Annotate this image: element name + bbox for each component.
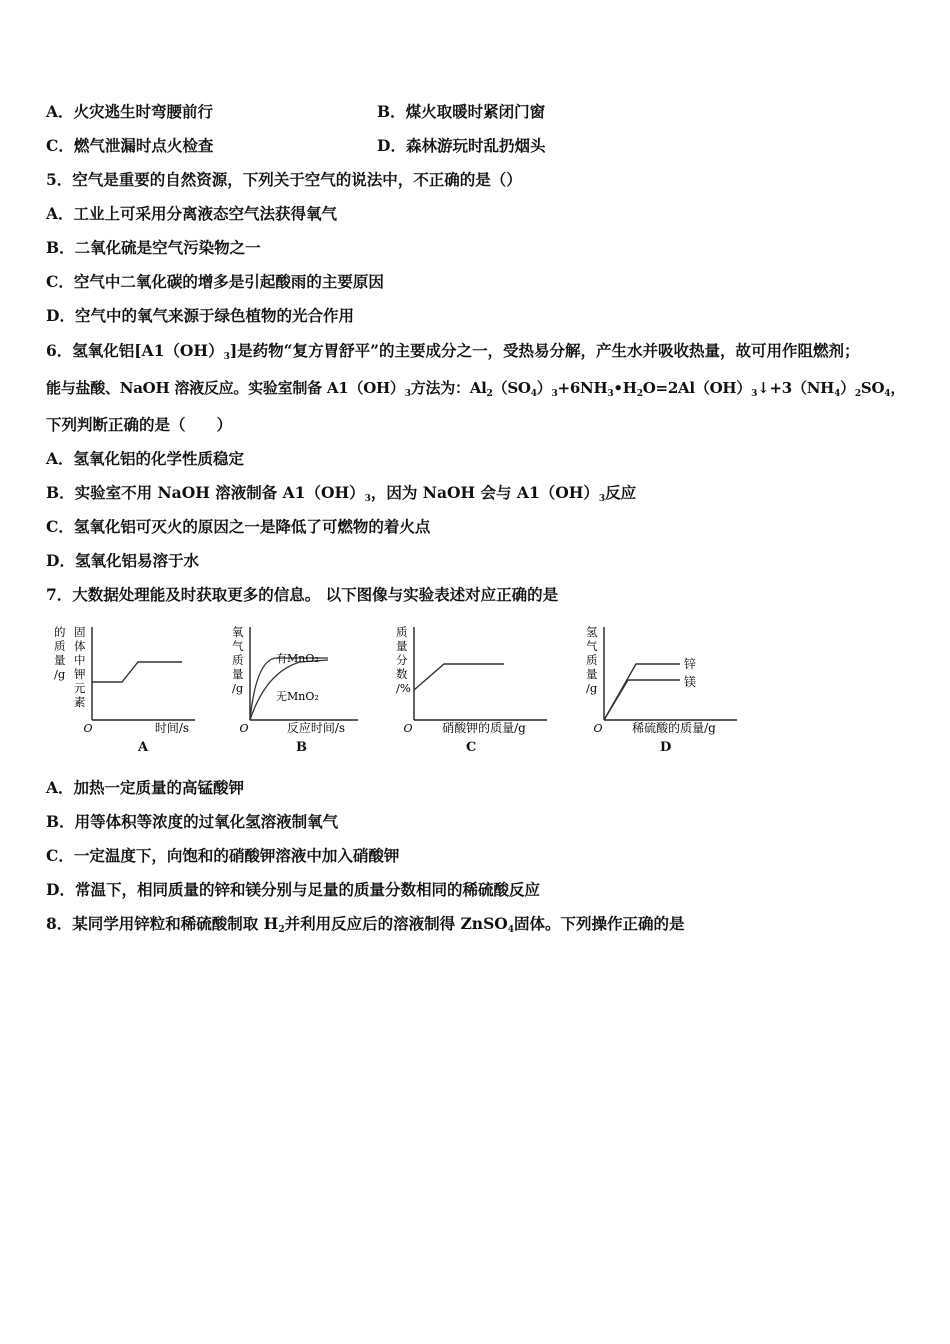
q6-stem-line3: 下列判断正确的是（ ）	[46, 415, 233, 434]
q5-option-c: C．空气中二氧化碳的增多是引起酸雨的主要原因	[46, 272, 384, 291]
graph-c-origin: O	[403, 722, 413, 735]
graph-a-xlabel: 时间/s	[154, 721, 190, 735]
graph-c-curve	[414, 664, 504, 690]
q8-stem: 8．某同学用锌粒和稀硫酸制取 $H_2$并利用反应后的溶液制得 ZnSO$_4$固体。下列操作正确的是	[46, 914, 685, 935]
q7-option-c: C．一定温度下，向饱和的硝酸钾溶液中加入硝酸钾	[46, 846, 400, 865]
graph-a-label: A	[138, 740, 149, 755]
graph-a	[50, 622, 200, 755]
q7-option-d: D．常温下，相同质量的锌和镁分别与足量的质量分数相同的稀硫酸反应	[46, 880, 540, 899]
graph-a-ylabel: 的 质 量 /g 固 体 中 钾 元 素	[54, 625, 86, 709]
q4-option-d: D．森林游玩时乱扔烟头	[377, 136, 546, 155]
graph-d-curve-magnesium	[604, 680, 680, 720]
q7-option-b: B．用等体积等浓度的过氧化氢溶液制氧气	[46, 812, 339, 831]
graph-d-curve2-label: 镁	[684, 675, 697, 689]
graph-d-xlabel: 稀硫酸的质量/g	[632, 721, 716, 735]
q6-option-c: C．氢氧化铝可灭火的原因之一是降低了可燃物的着火点	[46, 517, 431, 536]
graph-c	[392, 622, 552, 755]
q4-option-b: B．煤火取暖时紧闭门窗	[377, 102, 546, 121]
graph-b-origin: O	[239, 722, 249, 735]
q6-option-d: D．氢氧化铝易溶于水	[46, 551, 199, 570]
graph-d	[582, 622, 742, 755]
graph-c-xlabel: 硝酸钾的质量/g	[442, 721, 526, 735]
q7-stem: 7．大数据处理能及时获取更多的信息。 以下图像与实验表述对应正确的是	[46, 585, 559, 604]
graph-d-label: D	[660, 740, 672, 755]
graph-c-ylabel: 质 量 分 数 /%	[396, 625, 411, 695]
q4-option-a: A．火灾逃生时弯腰前行	[46, 102, 214, 121]
q5-option-d: D．空气中的氧气来源于绿色植物的光合作用	[46, 306, 354, 325]
q5-stem: 5．空气是重要的自然资源，下列关于空气的说法中，不正确的是（）	[46, 170, 522, 189]
graph-b-curve1-label: 有MnO₂	[276, 652, 319, 665]
graph-d-ylabel: 氢 气 质 量 /g	[586, 625, 598, 695]
graph-b-ylabel: 氧 气 质 量 /g	[232, 625, 244, 695]
graph-c-label: C	[466, 740, 477, 755]
q6-stem-line1: 6．氢氧化铝$[A1(OH)_3]$是药物“复方胃舒平”的主要成分之一，受热易分解，产生水并吸收热量，故可用作阻燃剂；	[46, 341, 860, 362]
graph-d-curve1-label: 锌	[684, 657, 697, 671]
q7-option-a: A．加热一定质量的高锰酸钾	[46, 778, 245, 797]
graph-d-origin: O	[593, 722, 603, 735]
q6-stem-line2: 能与盐酸、NaOH 溶液反应。实验室制备 $A1(OH)_3$方法为：$Al_2(SO_4)_3+6NH_3•H_2O=2Al(OH)_3↓+3(NH_4)_2SO_4$，	[46, 379, 906, 399]
graph-a-origin: O	[83, 722, 93, 735]
graph-a-curve	[92, 662, 182, 682]
q6-option-b: B．实验室不用 NaOH 溶液制备 $A1(OH)_3$，因为 NaOH 会与 $A1(OH)_3$反应	[46, 483, 637, 504]
q4-option-c: C．燃气泄漏时点火检查	[46, 136, 214, 155]
q6-option-a: A．氢氧化铝的化学性质稳定	[46, 449, 245, 468]
graph-b	[228, 622, 363, 755]
q5-option-a: A．工业上可采用分离液态空气法获得氧气	[46, 204, 338, 223]
graph-b-label: B	[296, 740, 307, 755]
q5-option-b: B．二氧化硫是空气污染物之一	[46, 238, 261, 257]
graph-b-curve-with-catalyst	[250, 658, 328, 720]
graph-b-xlabel: 反应时间/s	[286, 721, 346, 735]
graph-b-curve2-label: 无MnO₂	[276, 690, 319, 703]
graph-d-curve-zinc	[604, 664, 680, 720]
